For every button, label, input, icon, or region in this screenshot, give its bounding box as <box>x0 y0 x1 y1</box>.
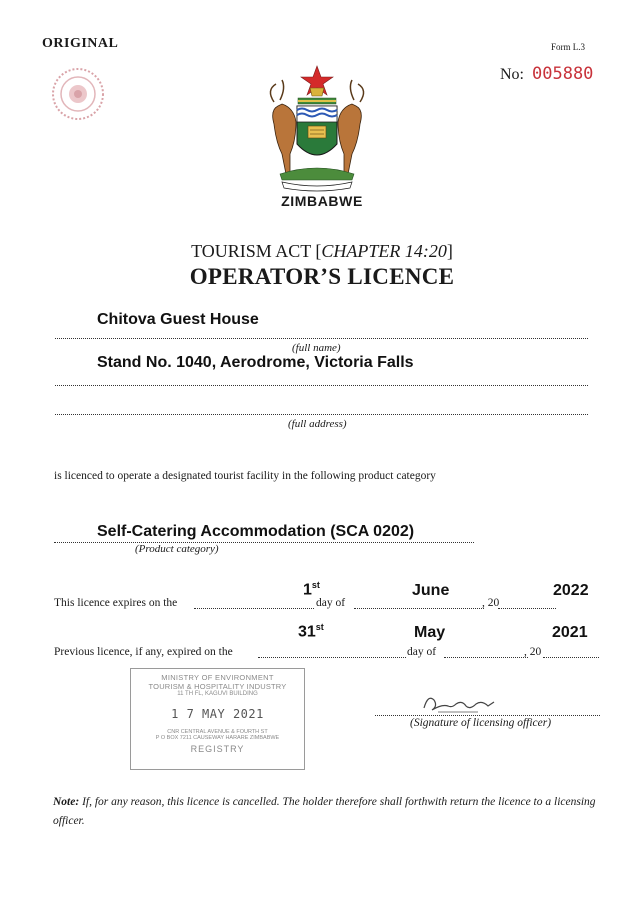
stamp-line-department: TOURISM & HOSPITALITY INDUSTRY <box>148 682 287 691</box>
licence-title: OPERATOR’S LICENCE <box>189 264 455 289</box>
act-chapter: CHAPTER 14:20 <box>321 241 447 261</box>
licence-statement: is licenced to operate a designated tourist facility in the following product category <box>54 470 436 482</box>
expiry-label: This licence expires on the <box>54 597 178 609</box>
previous-label: Previous licence, if any, expired on the <box>54 646 233 658</box>
previous-day <box>298 622 324 641</box>
expiry-year-dotted-line <box>498 608 556 609</box>
signature-caption: (Signature of licensing officer) <box>410 717 552 729</box>
expiry-year-prefix: , 20 <box>482 597 500 609</box>
stamp-registry: REGISTRY <box>190 744 245 754</box>
category-caption: (Product category) <box>135 543 219 555</box>
expiry-day-suffix: st <box>311 580 320 590</box>
product-category-value: Self-Catering Accommodation (SCA 0202) <box>97 523 415 540</box>
country-name: ZIMBABWE <box>281 193 363 209</box>
previous-year-dotted-line <box>543 657 599 658</box>
act-suffix: ] <box>446 241 453 261</box>
signature-dotted-line <box>375 715 600 716</box>
stamp-line-ministry: MINISTRY OF ENVIRONMENT <box>161 673 274 682</box>
holder-name-value: Chitova Guest House <box>97 311 259 328</box>
registry-stamp <box>130 668 305 770</box>
address-caption: (full address) <box>288 418 347 430</box>
original-label: ORIGINAL <box>42 36 119 51</box>
cancellation-note <box>53 793 618 831</box>
stamp-line-address: CNR CENTRAL AVENUE & FOURTH ST <box>167 729 268 735</box>
expiry-day-dotted-line <box>194 608 314 609</box>
act-prefix: TOURISM ACT [ <box>191 241 322 261</box>
holder-address-value: Stand No. 1040, Aerodrome, Victoria Falls <box>97 354 414 371</box>
act-heading <box>0 241 644 262</box>
licence-number <box>500 64 593 84</box>
name-dotted-line <box>55 338 588 339</box>
previous-day-suffix: st <box>315 622 324 632</box>
stamp-date: 1 7 MAY 2021 <box>171 707 264 721</box>
faint-seal-image <box>50 64 106 124</box>
note-text: If, for any reason, this licence is cancelled. The holder therefore shall forthwith return the licence to a licensing officer. <box>53 796 596 827</box>
expiry-month-dotted-line <box>354 608 484 609</box>
stamp-line-building: 11 TH FL, KAGUVI BUILDING <box>177 691 258 697</box>
number-value: 005880 <box>532 64 594 84</box>
form-label: Form L.3 <box>551 42 586 52</box>
stamp-line-pobox: P O BOX 7211 CAUSEWAY HARARE ZIMBABWE <box>155 735 280 741</box>
officer-signature <box>418 690 498 718</box>
name-caption: (full name) <box>292 342 341 354</box>
category-dotted-line <box>54 542 474 543</box>
previous-year-prefix: , 20 <box>524 646 542 658</box>
note-label: Note: <box>53 796 80 808</box>
number-label: No: <box>500 66 524 83</box>
previous-day-of: day of <box>407 646 437 658</box>
expiry-day-number: 1 <box>303 581 312 599</box>
address-dotted-line-1 <box>55 385 588 386</box>
coat-of-arms-emblem <box>252 62 382 192</box>
expiry-day-of: day of <box>316 597 346 609</box>
previous-year: 2021 <box>552 624 588 641</box>
expiry-month: June <box>412 582 450 599</box>
previous-day-number: 31 <box>298 623 316 641</box>
address-dotted-line-2 <box>55 414 588 415</box>
previous-day-dotted-line <box>258 657 406 658</box>
previous-month: May <box>414 624 446 641</box>
expiry-year: 2022 <box>553 582 589 599</box>
previous-month-dotted-line <box>444 657 528 658</box>
